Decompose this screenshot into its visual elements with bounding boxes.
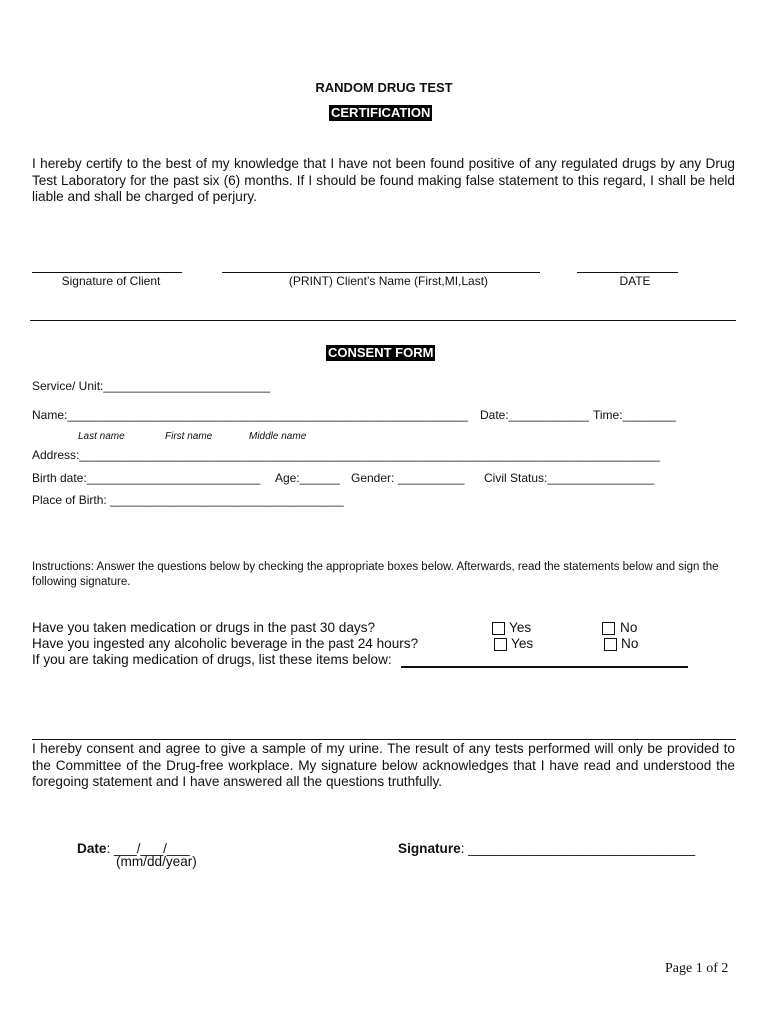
question-list-items: If you are taking medication of drugs, list these items below: [32,652,392,667]
document-title: RANDOM DRUG TEST [315,80,453,95]
consent-signature-row[interactable] [398,841,695,856]
medication-list-line[interactable] [401,666,688,668]
medication-yes-checkbox[interactable] [492,622,505,635]
date-label: DATE [619,274,651,288]
date-field[interactable]: Date:____________ [480,408,589,422]
medication-yes-label: Yes [509,620,532,635]
birth-date-field[interactable]: Birth date:__________________________ [32,471,261,485]
gender-field[interactable]: Gender: __________ [351,471,465,485]
alcohol-yes-label: Yes [511,636,534,651]
civil-status-field[interactable]: Civil Status:________________ [484,471,655,485]
medication-no-label: No [620,620,638,635]
consent-form-heading: CONSENT FORM [328,345,434,360]
client-name-label: (PRINT) Client’s Name (First,MI,Last) [288,274,489,288]
service-unit-field[interactable]: Service/ Unit:_________________________ [32,379,271,393]
consent-agreement-text: I hereby consent and agree to give a sample of my urine. The result of any tests performed will only be provided to the Committee of the Drug-free workplace. My signature below acknowledges that I have read and understood the foregoing statement and I have answered all the questions truthfully. [32,741,735,789]
certification-heading: CERTIFICATION [331,105,431,120]
alcohol-no-label: No [621,636,639,651]
date-format-hint: (mm/dd/year) [116,854,197,869]
certification-statement: I hereby certify to the best of my knowledge that I have not been found positive of any regulated drugs by any Drug Test Laboratory for the past six (6) months. If I should be found making false statement to this regard, I shall be held liable and shall be charged of perjury. [32,156,735,204]
signature-of-client-label: Signature of Client [61,274,161,288]
section-divider [30,320,736,321]
place-of-birth-field[interactable]: Place of Birth: ___________________________________ [32,493,344,507]
consent-signature-label: Signature [398,841,461,856]
age-field[interactable]: Age:______ [275,471,340,485]
alcohol-yes-checkbox[interactable] [494,638,507,651]
consent-signature-blank[interactable]: : ______________________________ [460,841,696,856]
page-number: Page 1 of 2 [665,961,729,976]
time-field[interactable]: Time:________ [593,408,676,422]
address-field[interactable]: Address:_______________________________________________________________________________________ [32,448,660,462]
agreement-divider [32,739,736,740]
consent-date-label: Date [77,841,107,856]
first-name-hint: First name [165,431,213,442]
consent-date-blank[interactable]: : ___/___/___ [106,841,190,856]
last-name-hint: Last name [78,431,125,442]
question-alcohol: Have you ingested any alcoholic beverage in the past 24 hours? [32,636,419,651]
date-line[interactable] [577,272,678,273]
alcohol-no-checkbox[interactable] [604,638,617,651]
question-medication: Have you taken medication or drugs in the past 30 days? [32,620,376,635]
client-name-line[interactable] [222,272,540,273]
client-signature-line[interactable] [32,272,182,273]
name-field[interactable]: Name:____________________________________________________________ [32,408,468,422]
medication-no-checkbox[interactable] [602,622,615,635]
middle-name-hint: Middle name [249,431,307,442]
instructions-text: Instructions: Answer the questions below by checking the appropriate boxes below. Afterwards, read the statements below and sign the following signature. [32,561,719,588]
